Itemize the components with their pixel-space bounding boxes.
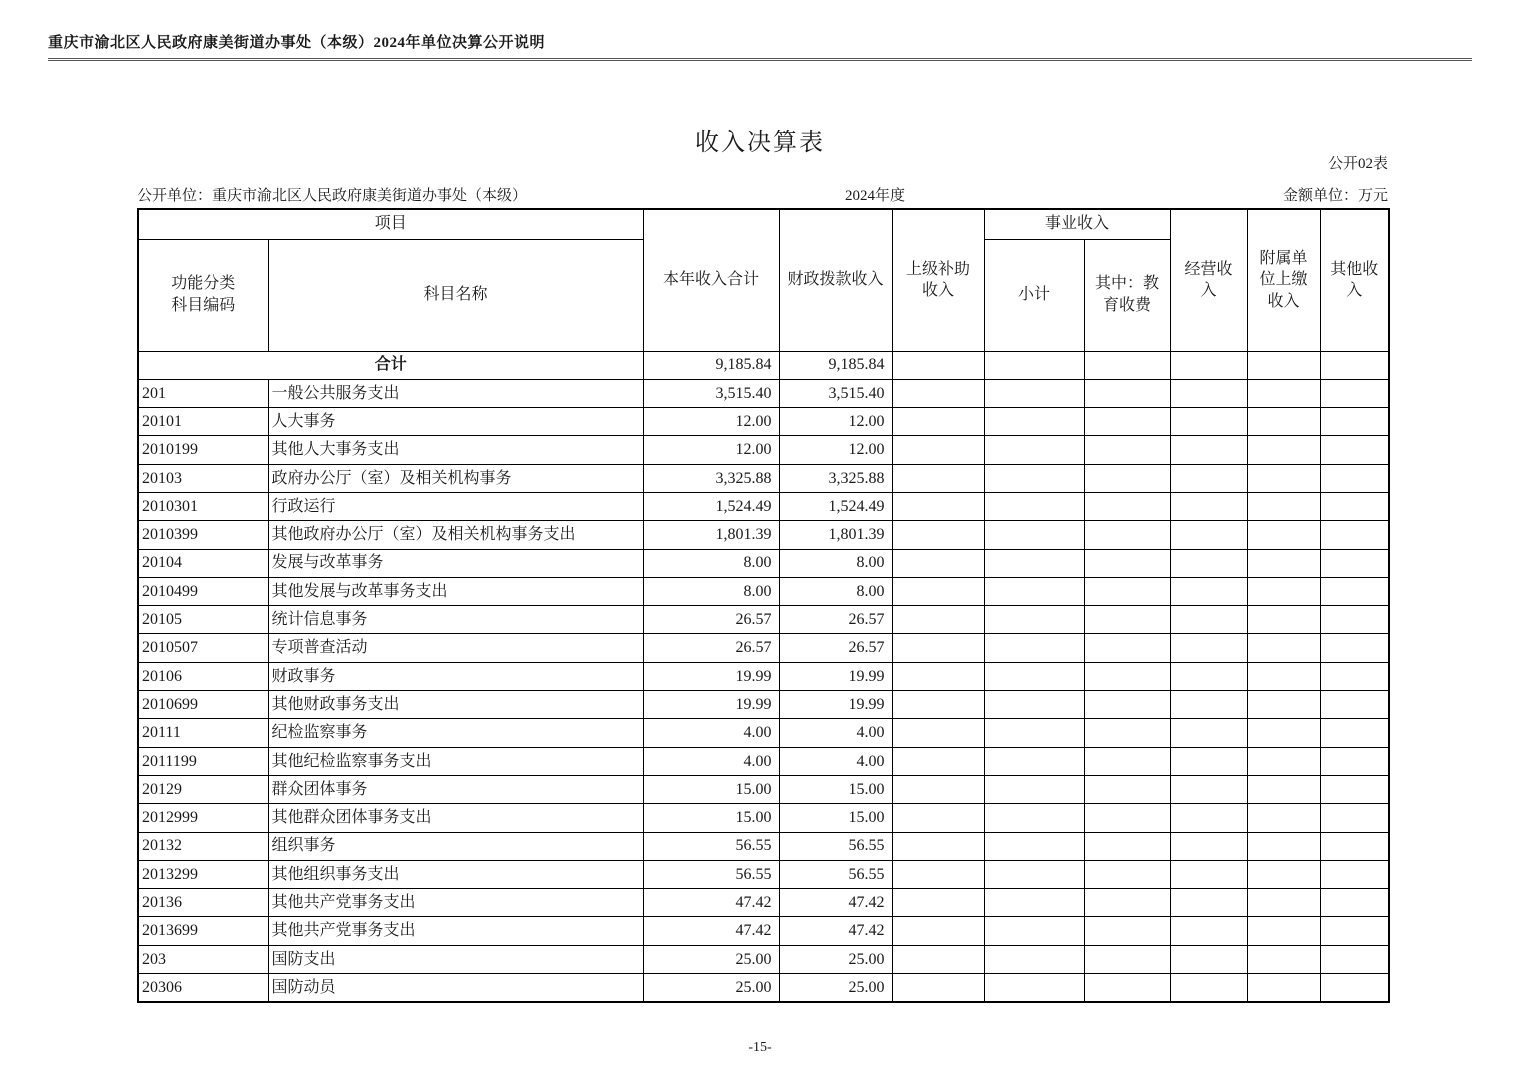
other-cell bbox=[1320, 945, 1389, 973]
table-row bbox=[138, 917, 1389, 945]
subtotal-cell bbox=[984, 719, 1084, 747]
table-row bbox=[138, 379, 1389, 407]
operating-cell bbox=[1170, 691, 1247, 719]
subtotal-cell bbox=[984, 662, 1084, 690]
fiscal-appropriation-cell: 25.00 bbox=[779, 945, 892, 973]
fiscal-appropriation-cell: 12.00 bbox=[779, 408, 892, 436]
function-code-cell: 20132 bbox=[138, 832, 268, 860]
education-cell bbox=[1084, 577, 1170, 605]
fiscal-appropriation-cell: 3,515.40 bbox=[779, 379, 892, 407]
other-cell bbox=[1320, 804, 1389, 832]
superior-cell bbox=[892, 408, 984, 436]
function-code-cell: 2010199 bbox=[138, 436, 268, 464]
table-row bbox=[138, 832, 1389, 860]
superior-cell bbox=[892, 889, 984, 917]
fiscal-appropriation-cell: 56.55 bbox=[779, 832, 892, 860]
operating-cell bbox=[1170, 860, 1247, 888]
affiliated-cell bbox=[1247, 917, 1320, 945]
subject-name-cell: 人大事务 bbox=[268, 408, 643, 436]
subtotal-cell bbox=[984, 917, 1084, 945]
function-code-cell: 20129 bbox=[138, 775, 268, 803]
superior-cell bbox=[892, 521, 984, 549]
superior-cell bbox=[892, 379, 984, 407]
operating-cell bbox=[1170, 974, 1247, 1002]
superior-cell bbox=[892, 974, 984, 1002]
total-income-cell: 47.42 bbox=[643, 889, 779, 917]
subject-name-cell: 其他组织事务支出 bbox=[268, 860, 643, 888]
total-income-cell: 8.00 bbox=[643, 549, 779, 577]
function-code-cell: 20103 bbox=[138, 464, 268, 492]
function-code-cell: 2010301 bbox=[138, 492, 268, 520]
superior-cell bbox=[892, 606, 984, 634]
other-cell bbox=[1320, 577, 1389, 605]
education-cell bbox=[1084, 719, 1170, 747]
function-code-cell: 2010399 bbox=[138, 521, 268, 549]
operating-cell bbox=[1170, 606, 1247, 634]
subject-name-cell: 其他发展与改革事务支出 bbox=[268, 577, 643, 605]
subtotal-cell bbox=[984, 860, 1084, 888]
header-other-income: 其他收入 bbox=[1320, 209, 1389, 351]
subject-name-cell: 国防支出 bbox=[268, 945, 643, 973]
affiliated-cell bbox=[1247, 860, 1320, 888]
fiscal-appropriation-cell: 19.99 bbox=[779, 691, 892, 719]
affiliated-cell bbox=[1247, 775, 1320, 803]
affiliated-cell bbox=[1247, 492, 1320, 520]
superior-cell bbox=[892, 662, 984, 690]
superior-cell bbox=[892, 634, 984, 662]
function-code-cell: 2013699 bbox=[138, 917, 268, 945]
other-cell bbox=[1320, 662, 1389, 690]
subject-name-cell: 统计信息事务 bbox=[268, 606, 643, 634]
total-income-cell: 25.00 bbox=[643, 945, 779, 973]
fiscal-appropriation-cell: 47.42 bbox=[779, 917, 892, 945]
function-code-cell: 20104 bbox=[138, 549, 268, 577]
subtotal-cell bbox=[984, 832, 1084, 860]
other-cell bbox=[1320, 917, 1389, 945]
table-row bbox=[138, 634, 1389, 662]
superior-cell bbox=[892, 464, 984, 492]
total-income-cell: 3,515.40 bbox=[643, 379, 779, 407]
education-cell bbox=[1084, 889, 1170, 917]
public-unit-label: 公开单位：重庆市渝北区人民政府康美街道办事处（本级） bbox=[137, 188, 528, 204]
table-row bbox=[138, 974, 1389, 1002]
education-cell bbox=[1084, 606, 1170, 634]
table-row bbox=[138, 492, 1389, 520]
superior-cell bbox=[892, 492, 984, 520]
fiscal-appropriation-cell: 47.42 bbox=[779, 889, 892, 917]
superior-cell bbox=[892, 945, 984, 973]
education-cell bbox=[1084, 549, 1170, 577]
document-header-text: 重庆市渝北区人民政府康美街道办事处（本级）2024年单位决算公开说明 bbox=[48, 35, 546, 51]
affiliated-cell bbox=[1247, 606, 1320, 634]
superior-cell bbox=[892, 860, 984, 888]
other-cell bbox=[1320, 775, 1389, 803]
education-cell bbox=[1084, 917, 1170, 945]
table-meta-line bbox=[137, 184, 1388, 204]
affiliated-cell bbox=[1247, 464, 1320, 492]
superior-cell bbox=[892, 577, 984, 605]
total-income-cell: 9,185.84 bbox=[643, 351, 779, 379]
operating-cell bbox=[1170, 662, 1247, 690]
education-cell bbox=[1084, 804, 1170, 832]
superior-cell bbox=[892, 832, 984, 860]
affiliated-cell bbox=[1247, 662, 1320, 690]
table-row bbox=[138, 436, 1389, 464]
header-function-code-text: 功能分类科目编码 bbox=[171, 275, 236, 314]
subject-name-cell: 行政运行 bbox=[268, 492, 643, 520]
total-income-cell: 26.57 bbox=[643, 606, 779, 634]
education-cell bbox=[1084, 860, 1170, 888]
affiliated-cell bbox=[1247, 379, 1320, 407]
fiscal-year-label: 2024年度 bbox=[845, 188, 906, 204]
table-row bbox=[138, 804, 1389, 832]
education-cell bbox=[1084, 974, 1170, 1002]
total-income-cell: 25.00 bbox=[643, 974, 779, 1002]
affiliated-cell bbox=[1247, 974, 1320, 1002]
table-row bbox=[138, 860, 1389, 888]
affiliated-cell bbox=[1247, 549, 1320, 577]
subtotal-cell bbox=[984, 408, 1084, 436]
superior-cell bbox=[892, 747, 984, 775]
revenue-final-accounts-table bbox=[137, 208, 1390, 1003]
subject-name-cell: 组织事务 bbox=[268, 832, 643, 860]
education-cell bbox=[1084, 662, 1170, 690]
other-cell bbox=[1320, 974, 1389, 1002]
affiliated-cell bbox=[1247, 747, 1320, 775]
superior-cell bbox=[892, 917, 984, 945]
fiscal-appropriation-cell: 8.00 bbox=[779, 549, 892, 577]
subtotal-cell bbox=[984, 492, 1084, 520]
function-code-cell: 20106 bbox=[138, 662, 268, 690]
function-code-cell: 2010699 bbox=[138, 691, 268, 719]
subtotal-cell bbox=[984, 549, 1084, 577]
function-code-cell: 201 bbox=[138, 379, 268, 407]
total-income-cell: 47.42 bbox=[643, 917, 779, 945]
superior-cell bbox=[892, 351, 984, 379]
fiscal-appropriation-cell: 4.00 bbox=[779, 719, 892, 747]
header-superior-subsidy: 上级补助收入 bbox=[892, 209, 984, 351]
total-income-cell: 4.00 bbox=[643, 719, 779, 747]
function-code-cell: 20101 bbox=[138, 408, 268, 436]
header-operating-income: 经营收入 bbox=[1170, 209, 1247, 351]
operating-cell bbox=[1170, 436, 1247, 464]
operating-cell bbox=[1170, 521, 1247, 549]
other-cell bbox=[1320, 691, 1389, 719]
document-header bbox=[48, 31, 1472, 61]
education-cell bbox=[1084, 408, 1170, 436]
other-cell bbox=[1320, 889, 1389, 917]
affiliated-cell bbox=[1247, 408, 1320, 436]
affiliated-cell bbox=[1247, 804, 1320, 832]
other-cell bbox=[1320, 634, 1389, 662]
education-cell bbox=[1084, 634, 1170, 662]
table-row bbox=[138, 464, 1389, 492]
subtotal-cell bbox=[984, 747, 1084, 775]
table-row bbox=[138, 691, 1389, 719]
fiscal-appropriation-cell: 8.00 bbox=[779, 577, 892, 605]
affiliated-cell bbox=[1247, 634, 1320, 662]
total-income-cell: 15.00 bbox=[643, 804, 779, 832]
operating-cell bbox=[1170, 408, 1247, 436]
operating-cell bbox=[1170, 832, 1247, 860]
education-cell bbox=[1084, 691, 1170, 719]
header-business-income: 事业收入 bbox=[984, 209, 1170, 239]
fiscal-appropriation-cell: 15.00 bbox=[779, 775, 892, 803]
header-subject-name: 科目名称 bbox=[268, 239, 643, 351]
function-code-cell: 203 bbox=[138, 945, 268, 973]
affiliated-cell bbox=[1247, 436, 1320, 464]
subject-name-cell: 发展与改革事务 bbox=[268, 549, 643, 577]
other-cell bbox=[1320, 351, 1389, 379]
operating-cell bbox=[1170, 577, 1247, 605]
subject-name-cell: 国防动员 bbox=[268, 974, 643, 1002]
other-cell bbox=[1320, 860, 1389, 888]
operating-cell bbox=[1170, 492, 1247, 520]
education-cell bbox=[1084, 747, 1170, 775]
header-education-fees: 其中：教育收费 bbox=[1084, 239, 1170, 351]
education-cell bbox=[1084, 832, 1170, 860]
subtotal-cell bbox=[984, 379, 1084, 407]
subject-name-cell: 专项普查活动 bbox=[268, 634, 643, 662]
subtotal-cell bbox=[984, 521, 1084, 549]
subject-name-cell: 其他共产党事务支出 bbox=[268, 917, 643, 945]
affiliated-cell bbox=[1247, 691, 1320, 719]
subject-name-cell: 其他财政事务支出 bbox=[268, 691, 643, 719]
education-cell bbox=[1084, 775, 1170, 803]
subject-name-cell: 群众团体事务 bbox=[268, 775, 643, 803]
fiscal-appropriation-cell: 1,801.39 bbox=[779, 521, 892, 549]
subtotal-cell bbox=[984, 351, 1084, 379]
subtotal-cell bbox=[984, 974, 1084, 1002]
subtotal-cell bbox=[984, 436, 1084, 464]
fiscal-appropriation-cell: 25.00 bbox=[779, 974, 892, 1002]
header-function-code bbox=[138, 239, 268, 351]
education-cell bbox=[1084, 492, 1170, 520]
function-code-cell: 2011199 bbox=[138, 747, 268, 775]
operating-cell bbox=[1170, 945, 1247, 973]
other-cell bbox=[1320, 747, 1389, 775]
function-code-cell: 20136 bbox=[138, 889, 268, 917]
header-fiscal-appropriation: 财政拨款收入 bbox=[779, 209, 892, 351]
table-row bbox=[138, 889, 1389, 917]
operating-cell bbox=[1170, 351, 1247, 379]
operating-cell bbox=[1170, 747, 1247, 775]
header-affiliated-income: 附属单位上缴收入 bbox=[1247, 209, 1320, 351]
table-row bbox=[138, 747, 1389, 775]
superior-cell bbox=[892, 719, 984, 747]
operating-cell bbox=[1170, 719, 1247, 747]
other-cell bbox=[1320, 436, 1389, 464]
education-cell bbox=[1084, 521, 1170, 549]
total-income-cell: 26.57 bbox=[643, 634, 779, 662]
other-cell bbox=[1320, 492, 1389, 520]
operating-cell bbox=[1170, 464, 1247, 492]
operating-cell bbox=[1170, 889, 1247, 917]
subject-name-cell: 其他群众团体事务支出 bbox=[268, 804, 643, 832]
total-income-cell: 19.99 bbox=[643, 662, 779, 690]
subject-name-cell: 其他政府办公厅（室）及相关机构事务支出 bbox=[268, 521, 643, 549]
subtotal-cell bbox=[984, 804, 1084, 832]
subject-name-cell: 财政事务 bbox=[268, 662, 643, 690]
function-code-cell: 20105 bbox=[138, 606, 268, 634]
superior-cell bbox=[892, 775, 984, 803]
operating-cell bbox=[1170, 549, 1247, 577]
total-income-cell: 8.00 bbox=[643, 577, 779, 605]
subtotal-cell bbox=[984, 606, 1084, 634]
other-cell bbox=[1320, 832, 1389, 860]
fiscal-appropriation-cell: 15.00 bbox=[779, 804, 892, 832]
table-header-row-top bbox=[138, 209, 1389, 239]
other-cell bbox=[1320, 549, 1389, 577]
subject-name-cell: 其他纪检监察事务支出 bbox=[268, 747, 643, 775]
table-row bbox=[138, 549, 1389, 577]
affiliated-cell bbox=[1247, 832, 1320, 860]
affiliated-cell bbox=[1247, 351, 1320, 379]
total-income-cell: 56.55 bbox=[643, 832, 779, 860]
total-income-cell: 56.55 bbox=[643, 860, 779, 888]
total-row-label: 合计 bbox=[138, 351, 643, 379]
education-cell bbox=[1084, 436, 1170, 464]
other-cell bbox=[1320, 408, 1389, 436]
affiliated-cell bbox=[1247, 719, 1320, 747]
other-cell bbox=[1320, 521, 1389, 549]
table-row bbox=[138, 719, 1389, 747]
total-income-cell: 1,524.49 bbox=[643, 492, 779, 520]
superior-cell bbox=[892, 549, 984, 577]
subject-name-cell: 纪检监察事务 bbox=[268, 719, 643, 747]
subtotal-cell bbox=[984, 945, 1084, 973]
subject-name-cell: 一般公共服务支出 bbox=[268, 379, 643, 407]
function-code-cell: 2013299 bbox=[138, 860, 268, 888]
table-row bbox=[138, 662, 1389, 690]
operating-cell bbox=[1170, 775, 1247, 803]
subtotal-cell bbox=[984, 464, 1084, 492]
total-income-cell: 15.00 bbox=[643, 775, 779, 803]
function-code-cell: 2012999 bbox=[138, 804, 268, 832]
fiscal-appropriation-cell: 1,524.49 bbox=[779, 492, 892, 520]
fiscal-appropriation-cell: 12.00 bbox=[779, 436, 892, 464]
function-code-cell: 2010507 bbox=[138, 634, 268, 662]
total-income-cell: 12.00 bbox=[643, 436, 779, 464]
table-row bbox=[138, 775, 1389, 803]
subtotal-cell bbox=[984, 577, 1084, 605]
total-income-cell: 4.00 bbox=[643, 747, 779, 775]
fiscal-appropriation-cell: 4.00 bbox=[779, 747, 892, 775]
fiscal-appropriation-cell: 9,185.84 bbox=[779, 351, 892, 379]
table-row bbox=[138, 577, 1389, 605]
other-cell bbox=[1320, 606, 1389, 634]
table-row bbox=[138, 945, 1389, 973]
operating-cell bbox=[1170, 804, 1247, 832]
superior-cell bbox=[892, 691, 984, 719]
affiliated-cell bbox=[1247, 577, 1320, 605]
fiscal-appropriation-cell: 26.57 bbox=[779, 634, 892, 662]
subtotal-cell bbox=[984, 775, 1084, 803]
function-code-cell: 2010499 bbox=[138, 577, 268, 605]
amount-unit-label: 金额单位：万元 bbox=[1282, 188, 1388, 204]
operating-cell bbox=[1170, 917, 1247, 945]
header-subtotal: 小计 bbox=[984, 239, 1084, 351]
other-cell bbox=[1320, 464, 1389, 492]
page-title: 收入决算表 bbox=[695, 130, 825, 156]
table-row bbox=[138, 521, 1389, 549]
superior-cell bbox=[892, 436, 984, 464]
education-cell bbox=[1084, 945, 1170, 973]
table-row bbox=[138, 408, 1389, 436]
header-total-income: 本年收入合计 bbox=[643, 209, 779, 351]
subject-name-cell: 政府办公厅（室）及相关机构事务 bbox=[268, 464, 643, 492]
total-income-cell: 3,325.88 bbox=[643, 464, 779, 492]
affiliated-cell bbox=[1247, 889, 1320, 917]
page-number: -15- bbox=[748, 1040, 772, 1055]
function-code-cell: 20111 bbox=[138, 719, 268, 747]
fiscal-appropriation-cell: 3,325.88 bbox=[779, 464, 892, 492]
total-income-cell: 12.00 bbox=[643, 408, 779, 436]
operating-cell bbox=[1170, 379, 1247, 407]
fiscal-appropriation-cell: 56.55 bbox=[779, 860, 892, 888]
function-code-cell: 20306 bbox=[138, 974, 268, 1002]
fiscal-appropriation-cell: 19.99 bbox=[779, 662, 892, 690]
table-total-row bbox=[138, 351, 1389, 379]
subtotal-cell bbox=[984, 889, 1084, 917]
superior-cell bbox=[892, 804, 984, 832]
subtotal-cell bbox=[984, 691, 1084, 719]
education-cell bbox=[1084, 464, 1170, 492]
header-project: 项目 bbox=[138, 209, 643, 239]
education-cell bbox=[1084, 351, 1170, 379]
other-cell bbox=[1320, 719, 1389, 747]
subject-name-cell: 其他人大事务支出 bbox=[268, 436, 643, 464]
affiliated-cell bbox=[1247, 945, 1320, 973]
fiscal-appropriation-cell: 26.57 bbox=[779, 606, 892, 634]
other-cell bbox=[1320, 379, 1389, 407]
table-code-label: 公开02表 bbox=[1327, 156, 1388, 172]
table-body bbox=[138, 351, 1389, 1002]
affiliated-cell bbox=[1247, 521, 1320, 549]
table-row bbox=[138, 606, 1389, 634]
subject-name-cell: 其他共产党事务支出 bbox=[268, 889, 643, 917]
total-income-cell: 19.99 bbox=[643, 691, 779, 719]
education-cell bbox=[1084, 379, 1170, 407]
total-income-cell: 1,801.39 bbox=[643, 521, 779, 549]
subtotal-cell bbox=[984, 634, 1084, 662]
operating-cell bbox=[1170, 634, 1247, 662]
